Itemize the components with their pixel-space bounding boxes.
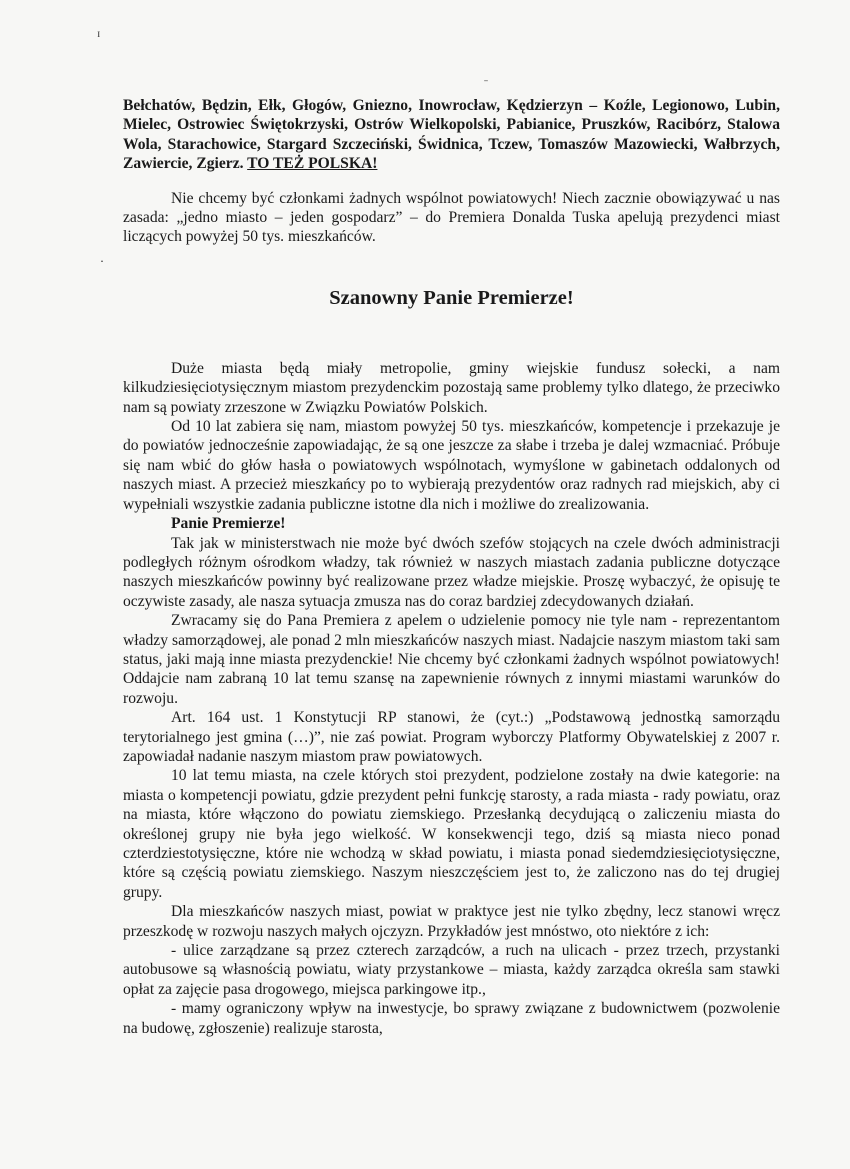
list-item: - ulice zarządzane są przez czterech zarządców, a ruch na ulicach - przez trzech, przystanki autobusowe są własnością powiatu, wiaty przystankowe – miasta, każdy zarządca określa sam stawki opłat za zajęcie pasa drogowego, miejsca parkingowe itp.,: [123, 942, 780, 998]
body-paragraph: Tak jak w ministerstwach nie może być dwóch szefów stojących na czele dwóch administracji podległych różnym ośrodkom władzy, tak również w naszych miastach zadania publiczne dotyczące naszych mieszkańców powinny być realizowane przez władze miejskie. Proszę wybaczyć, że opisuję te oczywiste zasady, ale nasza sytuacja zmusza nas do coraz bardziej zdecydowanych działań.: [123, 534, 780, 610]
cities-slogan: TO TEŻ POLSKA!: [247, 155, 378, 173]
body-paragraph: Zwracamy się do Pana Premiera z apelem o udzielenie pomocy nie tyle nam - reprezentantom władzy samorządowej, ale ponad 2 mln mieszkańców naszych miast. Nadajcie naszym miastom taki sam status, jaki mają inne miasta prezydenckie! Nie chcemy być członkami żadnych wspólnot powiatowych! Oddajcie nam zabraną 10 lat temu szansę na zapewnienie równych z innymi miastami warunków do rozwoju.: [123, 612, 780, 707]
list-item: - mamy ograniczony wpływ na inwestycje, bo sprawy związane z budownictwem (pozwolenie na budowę, zgłoszenie) realizuje starosta,: [123, 1000, 780, 1037]
body-paragraph: Od 10 lat zabiera się nam, miastom powyżej 50 tys. mieszkańców, kompetencje i przekazuje je do powiatów jednocześnie zapowiadając, że są one jeszcze za słabe i trzeba je dalej wzmacniać. Próbuje się nam wbić do głów hasła o powiatowych wspólnotach, wymyślone w gabinetach oddalonych od naszych miast. A przecież mieszkańcy po to wybierają prezydentów oraz radnych rad miejskich, aby ci wypełniali wszystkie zadania publiczne istotne dla nich i możliwe do zrealizowania.: [123, 418, 780, 513]
cities-list: [123, 96, 780, 174]
scan-mark: ˖: [100, 252, 104, 266]
intro-paragraph: Nie chcemy być członkami żadnych wspólnot powiatowych! Niech zacznie obowiązywać u nas zasada: „jedno miasto – jeden gospodarz” – do Premiera Donalda Tuska apelują prezydenci miast liczących powyżej 50 tys. mieszkańców.: [123, 189, 780, 246]
scan-mark: ɪ: [97, 26, 101, 40]
body-paragraph: Dla mieszkańców naszych miast, powiat w praktyce jest nie tylko zbędny, lecz stanowi wręcz przeszkodę w rozwoju naszych małych ojczyzn. Przykładów jest mnóstwo, oto niektóre z ich:: [123, 903, 780, 940]
document-page: [123, 96, 780, 1038]
body-paragraph: Duże miasta będą miały metropolie, gminy wiejskie fundusz sołecki, a nam kilkudziesięciotysięcznym miastom prezydenckim pozostają same problemy tylko dlatego, że przeciwko nam są powiaty zrzeszone w Związku Powiatów Polskich.: [123, 359, 780, 416]
scan-mark: ˗: [484, 72, 488, 86]
body-paragraph: 10 lat temu miasta, na czele których stoi prezydent, podzielone zostały na dwie kategorie: na miasta o kompetencji powiatu, gdzie prezydent pełni funkcję starosty, a rada miasta - rady powiatu, oraz na miasta, które włączono do powiatu ziemskiego. Przesłanką decydującą o zaliczeniu miasta do określonej grupy nie była jego wielkość. W konsekwencji tego, dziś są miasta nieco ponad czterdziestotysięczne, które nie wchodzą w skład powiatu, i miasta ponad siedemdziesięciotysięczne, które są częścią powiatu ziemskiego. Naszym nieszczęściem jest to, że zaliczono nas do tej drugiej grupy.: [123, 767, 780, 901]
letter-heading: Szanowny Panie Premierze!: [329, 286, 574, 309]
cities-names: Bełchatów, Będzin, Ełk, Głogów, Gniezno, Inowrocław, Kędzierzyn – Koźle, Legionowo, Lubin, Mielec, Ostrowiec Świętokrzyski, Ostrów Wielkopolski, Pabianice, Pruszków, Racibórz, Stalowa Wola, Starachowice, Stargard Szczeciński, Świdnica, Tczew, Tomaszów Mazowiecki, Wałbrzych, Zawiercie, Zgierz.: [123, 97, 780, 173]
letter-body: [123, 359, 780, 1038]
body-paragraph: Art. 164 ust. 1 Konstytucji RP stanowi, że (cyt.:) „Podstawową jednostką samorządu terytorialnego jest gmina (…)”, nie zaś powiat. Program wyborczy Platformy Obywatelskiej z 2007 r. zapowiadał nadanie naszym miastom praw powiatowych.: [123, 709, 780, 765]
salutation: Panie Premierze!: [171, 515, 286, 533]
